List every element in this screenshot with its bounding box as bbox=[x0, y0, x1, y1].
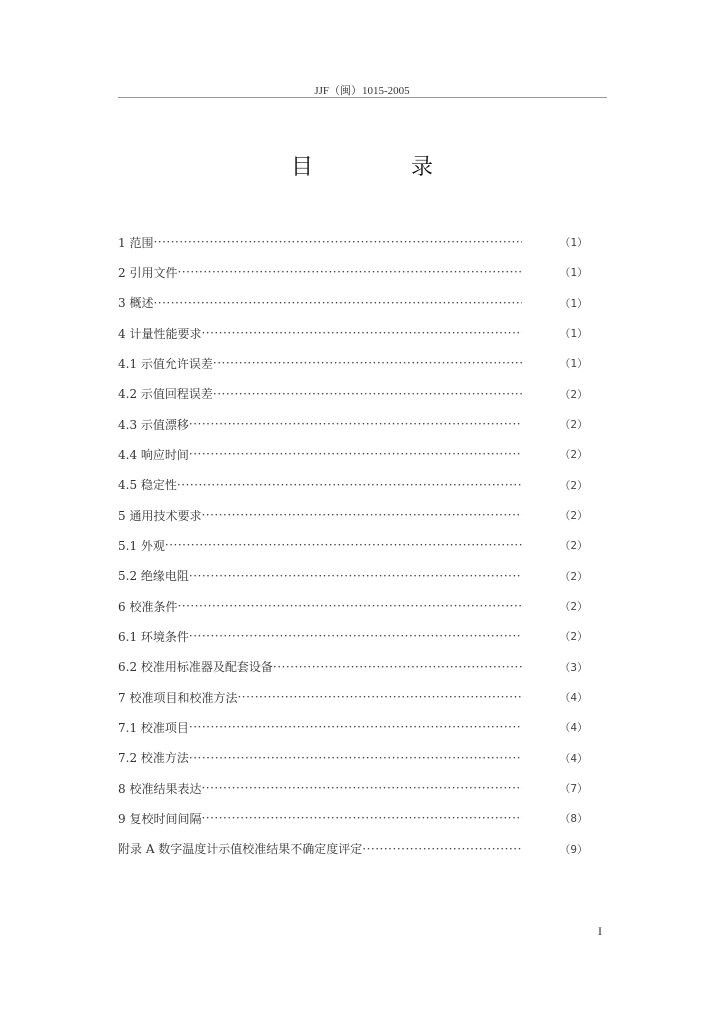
toc-entry-label: 附录 A 数字温度计示值校准结果不确定度评定 bbox=[118, 842, 363, 857]
toc-leader-dots bbox=[362, 842, 522, 856]
toc-leader-dots bbox=[237, 690, 522, 704]
toc-entry-page: （1） bbox=[559, 357, 588, 371]
toc-entry-label: 6.2 校准用标准器及配套设备 bbox=[118, 660, 273, 675]
toc-leader-dots bbox=[213, 387, 522, 401]
toc-entry[interactable] bbox=[118, 591, 588, 621]
header-rule bbox=[118, 97, 607, 98]
toc-entry-label: 7.1 校准项目 bbox=[118, 720, 189, 735]
toc-entry-page: （2） bbox=[559, 630, 588, 644]
toc-entry-label: 2 引用文件 bbox=[118, 265, 178, 280]
document-header-code: JJF（闽）1015-2005 bbox=[314, 85, 410, 97]
toc-entry-label: 4 计量性能要求 bbox=[118, 326, 202, 341]
toc-entry-label: 9 复校时间间隔 bbox=[118, 811, 202, 826]
toc-entry-label: 7.2 校准方法 bbox=[118, 751, 189, 766]
toc-entry[interactable] bbox=[118, 803, 588, 833]
page-number: I bbox=[598, 924, 602, 938]
toc-entry-label: 7 校准项目和校准方法 bbox=[118, 690, 238, 705]
toc-entry-label: 1 范围 bbox=[118, 235, 154, 250]
toc-entry[interactable] bbox=[118, 227, 588, 257]
toc-entry[interactable] bbox=[118, 834, 588, 864]
toc-entry-page: （4） bbox=[559, 691, 588, 705]
toc-leader-dots bbox=[177, 599, 522, 613]
toc-entry-page: （1） bbox=[559, 236, 588, 250]
toc-entry-page: （8） bbox=[559, 812, 588, 826]
toc-entry-page: （2） bbox=[559, 539, 588, 553]
toc-entry[interactable] bbox=[118, 773, 588, 803]
toc-entry[interactable] bbox=[118, 348, 588, 378]
toc-leader-dots bbox=[201, 811, 522, 825]
toc-entry-page: （2） bbox=[559, 387, 588, 401]
toc-entry-page: （2） bbox=[559, 600, 588, 614]
toc-entry[interactable] bbox=[118, 652, 588, 682]
toc-entry-label: 4.3 示值漂移 bbox=[118, 417, 189, 432]
toc-entry[interactable] bbox=[118, 530, 588, 560]
toc-entry[interactable] bbox=[118, 288, 588, 318]
toc-entry-page: （1） bbox=[559, 327, 588, 341]
toc-entry[interactable] bbox=[118, 409, 588, 439]
toc-entry-page: （4） bbox=[559, 721, 588, 735]
toc-entry-label: 5.2 绝缘电阻 bbox=[118, 569, 189, 584]
toc-entry-page: （3） bbox=[559, 660, 588, 674]
toc-entry-label: 3 概述 bbox=[118, 296, 154, 311]
toc-leader-dots bbox=[189, 447, 522, 461]
toc-entry-label: 4.5 稳定性 bbox=[118, 478, 177, 493]
toc-leader-dots bbox=[201, 508, 522, 522]
toc-entry[interactable] bbox=[118, 439, 588, 469]
toc-leader-dots bbox=[201, 781, 522, 795]
toc-entry-label: 4.2 示值回程误差 bbox=[118, 387, 213, 402]
toc-leader-dots bbox=[189, 629, 522, 643]
toc-leader-dots bbox=[153, 235, 522, 249]
toc-entry-page: （7） bbox=[559, 782, 588, 796]
toc-entry-label: 5.1 外观 bbox=[118, 538, 165, 553]
toc-entry-label: 5 通用技术要求 bbox=[118, 508, 202, 523]
toc-entry-page: （2） bbox=[559, 478, 588, 492]
toc-entry[interactable] bbox=[118, 743, 588, 773]
toc-entry-label: 8 校准结果表达 bbox=[118, 781, 202, 796]
toc-entry-page: （2） bbox=[559, 509, 588, 523]
toc-entry[interactable] bbox=[118, 712, 588, 742]
toc-entry[interactable] bbox=[118, 379, 588, 409]
toc-entry-page: （1） bbox=[559, 296, 588, 310]
toc-entry-label: 6.1 环境条件 bbox=[118, 629, 189, 644]
page-title: 目 录 bbox=[290, 155, 471, 180]
toc-entry[interactable] bbox=[118, 470, 588, 500]
toc-entry-page: （2） bbox=[559, 418, 588, 432]
toc-entry-page: （2） bbox=[559, 569, 588, 583]
toc-leader-dots bbox=[177, 478, 522, 492]
toc-entry[interactable] bbox=[118, 257, 588, 287]
toc-entry[interactable] bbox=[118, 682, 588, 712]
toc-leader-dots bbox=[189, 751, 522, 765]
toc-entry-page: （4） bbox=[559, 751, 588, 765]
toc-entry[interactable] bbox=[118, 500, 588, 530]
toc-entry[interactable] bbox=[118, 318, 588, 348]
toc-leader-dots bbox=[201, 326, 522, 340]
toc-leader-dots bbox=[165, 538, 522, 552]
toc-leader-dots bbox=[213, 356, 522, 370]
toc-entry[interactable] bbox=[118, 621, 588, 651]
toc-entry[interactable] bbox=[118, 561, 588, 591]
toc-entry-label: 4.1 示值允许误差 bbox=[118, 356, 213, 371]
toc-leader-dots bbox=[189, 569, 522, 583]
toc-leader-dots bbox=[189, 720, 522, 734]
toc-entry-label: 4.4 响应时间 bbox=[118, 447, 189, 462]
table-of-contents bbox=[118, 227, 588, 864]
toc-leader-dots bbox=[177, 265, 522, 279]
toc-leader-dots bbox=[153, 296, 522, 310]
toc-entry-page: （2） bbox=[559, 448, 588, 462]
toc-leader-dots bbox=[189, 417, 522, 431]
toc-entry-page: （9） bbox=[559, 842, 588, 856]
toc-leader-dots bbox=[273, 660, 522, 674]
toc-entry-label: 6 校准条件 bbox=[118, 599, 178, 614]
toc-entry-page: （1） bbox=[559, 266, 588, 280]
